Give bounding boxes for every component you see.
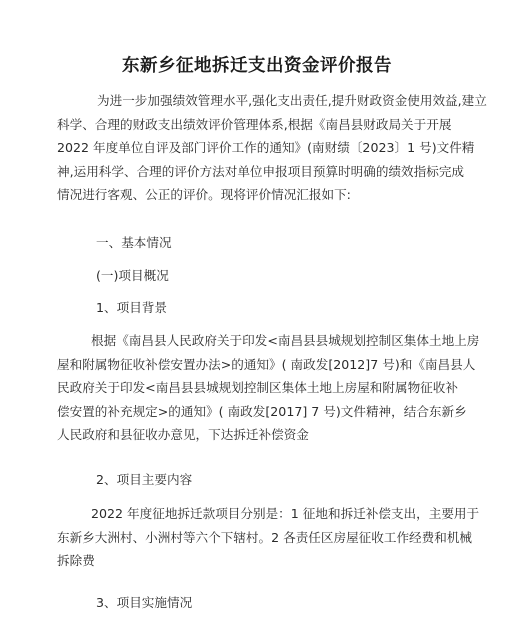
intro-line: 神,运用科学、合理的评价方法对单位申报项目预算时明确的绩效指标完成: [57, 163, 465, 179]
intro-line: 科学、合理的财政支出绩效评价管理体系,根据《南昌县财政局关于开展: [57, 116, 452, 132]
background-line: 屋和附属物征收补偿安置办法>的通知》( 南政发[2012]7 号)和《南昌县人: [57, 356, 476, 372]
background-line: 人民政府和县征收办意见，下达拆迁补偿资金: [57, 427, 309, 442]
background-line: 民政府关于印发<南昌县县城规划控制区集体土地上房屋和附属物征收补: [57, 380, 458, 395]
content-line: 2022 年度征地拆迁款项目分别是：1 征地和拆迁补偿支出，主要用于: [91, 506, 480, 521]
section-heading-basic-info: 一、基本情况: [96, 235, 172, 250]
intro-line: 为进一步加强绩效管理水平,强化支出责任,提升财政资金使用效益,建立: [97, 93, 487, 108]
item-heading-implementation: 3、项目实施情况: [96, 595, 193, 610]
subsection-heading-overview: (一)项目概况: [96, 268, 169, 283]
item-heading-main-content: 2、项目主要内容: [96, 472, 193, 487]
background-paragraph: [57, 329, 479, 447]
content-line: 拆除费: [57, 553, 95, 568]
intro-paragraph: [57, 89, 487, 207]
intro-line: 2022 年度单位自评及部门评价工作的通知》(南财绩〔2023〕1 号)文件精: [57, 140, 475, 155]
item-heading-background: 1、项目背景: [96, 300, 167, 315]
intro-line: 情况进行客观、公正的评价。现将评价情况汇报如下:: [57, 187, 351, 202]
background-line: 偿安置的补充规定>的通知》( 南政发[2017] 7 号)文件精神，结合东新乡: [57, 403, 467, 419]
content-line: 东新乡大洲村、小洲村等六个下辖村。2 各责任区房屋征收工作经费和机械: [57, 529, 473, 545]
background-line: 根据《南昌县人民政府关于印发<南昌县县城规划控制区集体土地上房: [91, 333, 480, 348]
content-paragraph: [57, 502, 479, 573]
report-title: 东新乡征地拆迁支出资金评价报告: [122, 56, 392, 76]
